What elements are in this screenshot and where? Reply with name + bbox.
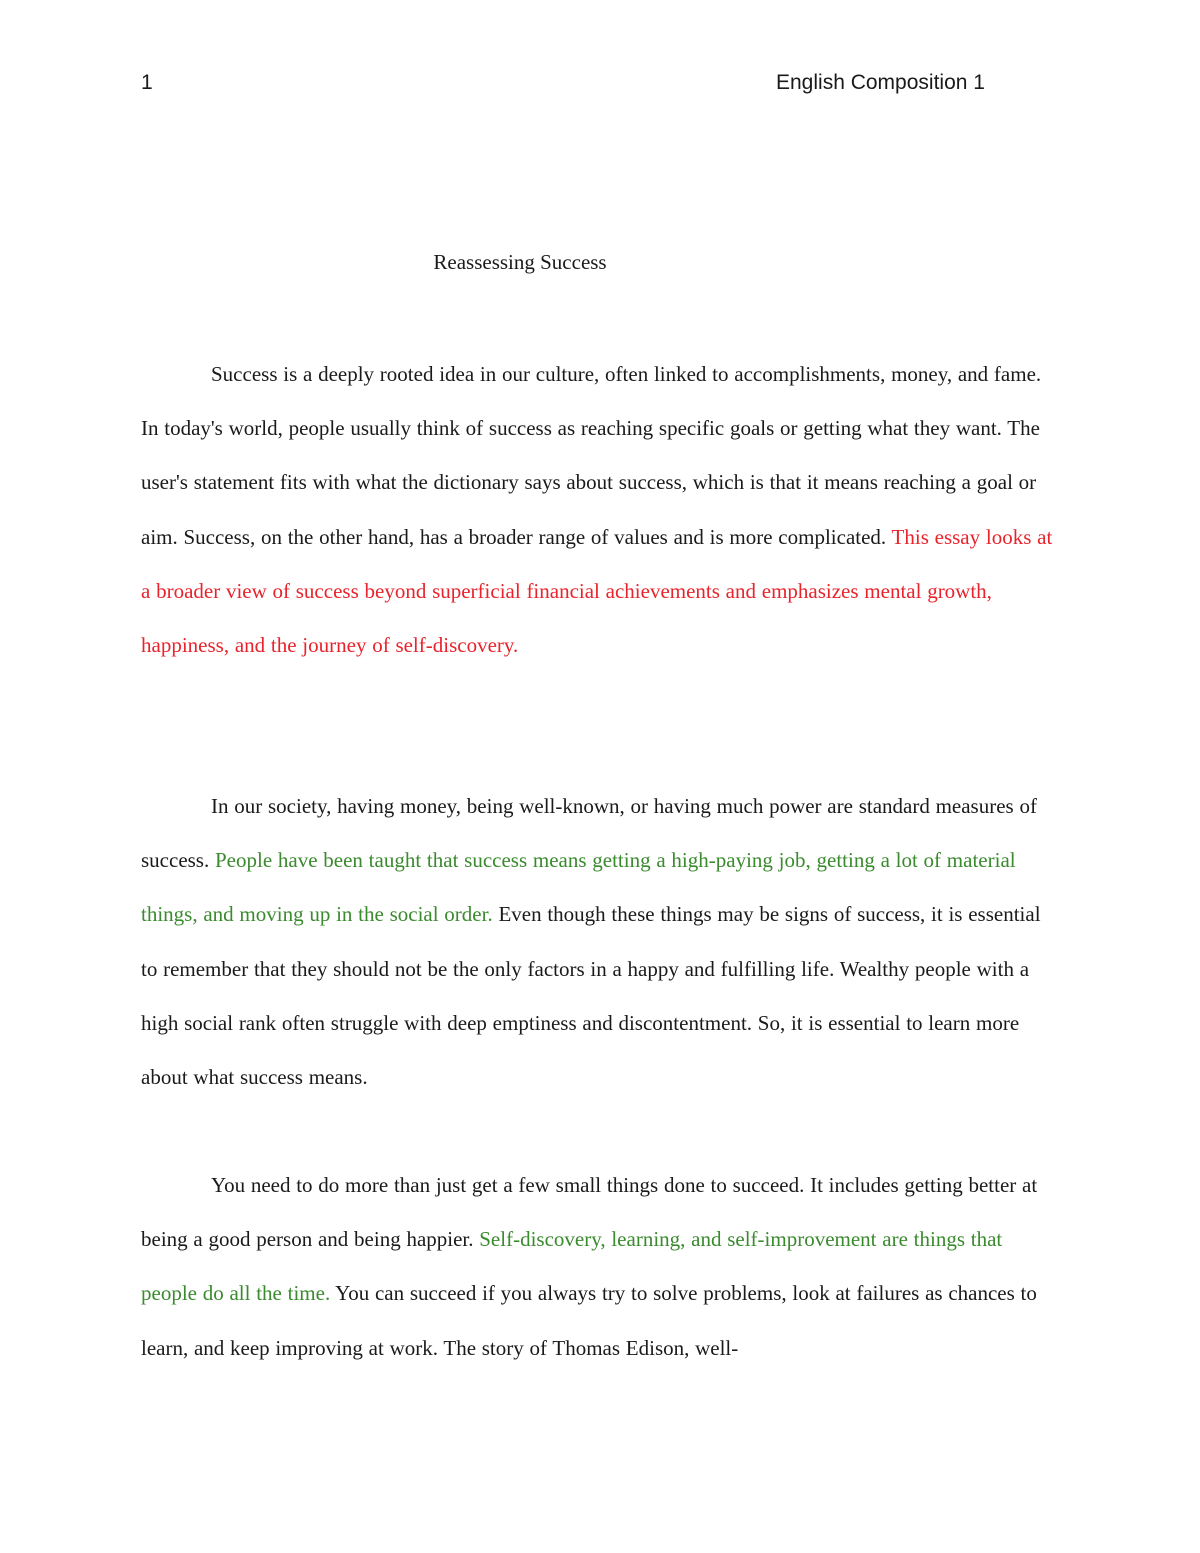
page-number: 1 xyxy=(141,71,153,94)
thesis-highlight: This essay looks at a broader view of success beyond superficial financial achievements and emphasizes mental growth, happiness, and the journey of self-discovery. xyxy=(141,524,1053,658)
topic-highlight: People have been taught that success means getting a high-paying job, getting a lot of material things, and moving up in the social order. xyxy=(141,848,1016,927)
body-paragraph xyxy=(141,347,1059,672)
paragraph-text: You need to do more than just get a few small things done to succeed. It includes getting better at being a good person and being happier. xyxy=(141,1173,1038,1252)
body-paragraph xyxy=(141,1158,1059,1375)
topic-highlight: Self-discovery, learning, and self-improvement are things that people do all the time. xyxy=(141,1227,1003,1306)
paragraph-text: You can succeed if you always try to solve problems, look at failures as chances to learn, and keep improving at work. The story of Thomas Edison, well- xyxy=(141,1281,1037,1360)
paragraph-text: Success is a deeply rooted idea in our culture, often linked to accomplishments, money, and fame. In today's world, people usually think of success as reaching specific goals or getting what they want. The user's statement fits with what the dictionary says about success, which is that it means reaching a goal or aim. Success, on the other hand, has a broader range of values and is more complicated. xyxy=(141,362,1042,549)
body-paragraph xyxy=(141,779,1059,1104)
paragraph-text: Even though these things may be signs of success, it is essential to remember that they should not be the only factors in a happy and fulfilling life. Wealthy people with a high social rank often struggle with deep emptiness and discontentment. So, it is essential to learn more about what success means. xyxy=(141,902,1041,1090)
paragraph-text: In our society, having money, being well-known, or having much power are standard measures of success. xyxy=(141,794,1037,873)
essay-title: Reassessing Success xyxy=(433,250,607,274)
running-header: English Composition 1 xyxy=(776,71,985,94)
